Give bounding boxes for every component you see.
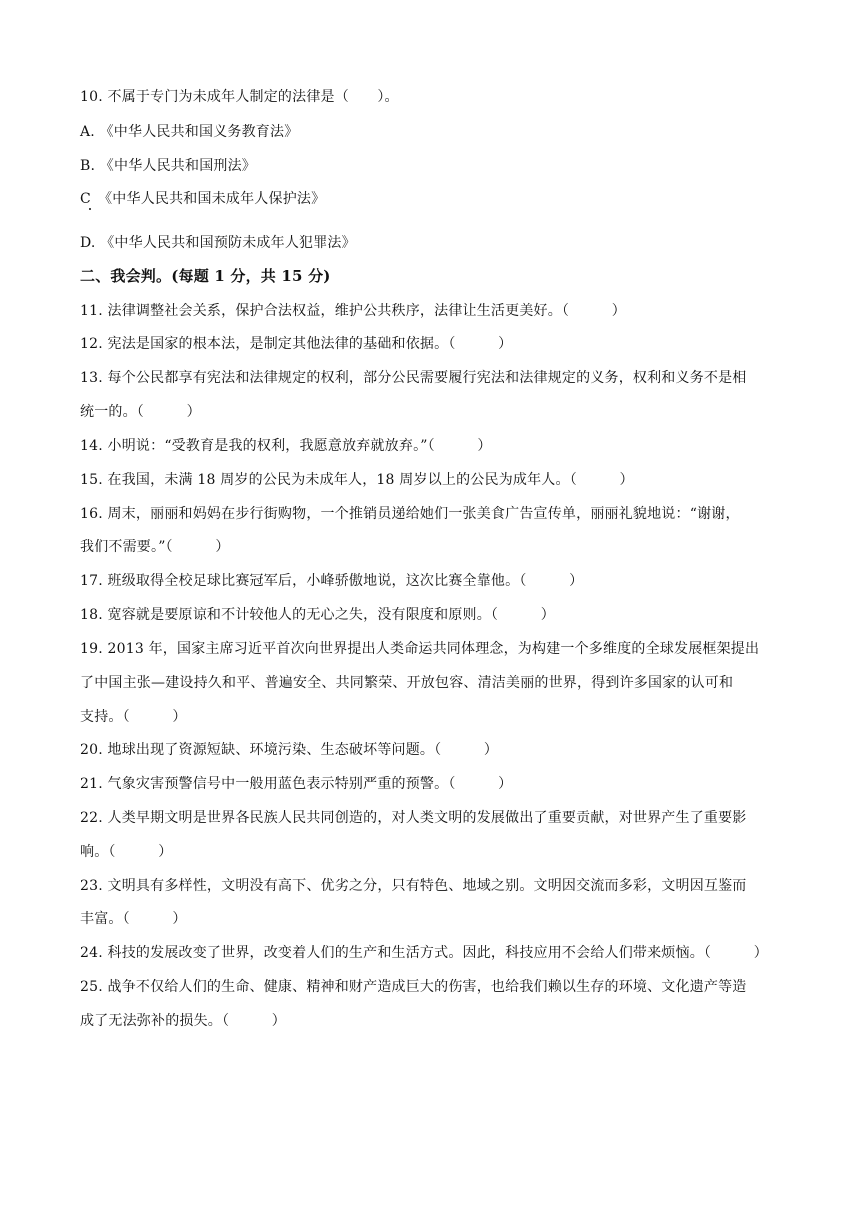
question-15: 15. 在我国，未满 18 周岁的公民为未成年人，18 周岁以上的公民为成年人。（ ） <box>80 472 634 488</box>
question-12: 12. 宪法是国家的根本法，是制定其他法律的基础和依据。（ ） <box>80 336 513 352</box>
question-16-line-2: 我们不需要。”（ ） <box>80 539 230 555</box>
question-25-line-1: 25. 战争不仅给人们的生命、健康、精神和财产造成巨大的伤害，也给我们赖以生存的环境、文化遗产等造 <box>80 979 747 995</box>
question-10-option-c: C 《中华人民共和国未成年人保护法》 <box>80 191 326 207</box>
question-24: 24. 科技的发展改变了世界，改变着人们的生产和生活方式。因此，科技应用不会给人们带来烦恼。（ ） <box>80 945 768 961</box>
question-13-line-2: 统一的。（ ） <box>80 404 201 420</box>
question-20: 20. 地球出现了资源短缺、环境污染、生态破坏等问题。（ ） <box>80 742 499 758</box>
question-22-line-1: 22. 人类早期文明是世界各民族人民共同创造的，对人类文明的发展做出了重要贡献，对世界产生了重要影 <box>80 810 747 826</box>
question-19-line-2: 了中国主张—建设持久和平、普遍安全、共同繁荣、开放包容、清洁美丽的世界，得到许多国家的认可和 <box>80 675 734 691</box>
question-23-line-2: 丰富。（ ） <box>80 911 187 927</box>
question-19-line-1: 19. 2013 年，国家主席习近平首次向世界提出人类命运共同体理念，为构建一个多维度的全球发展框架提出 <box>80 641 760 657</box>
question-10-stem: 10. 不属于专门为未成年人制定的法律是（ ）。 <box>80 89 399 105</box>
question-10-option-d: D. 《中华人民共和国预防未成年人犯罪法》 <box>80 235 356 251</box>
question-10-option-a: A. 《中华人民共和国义务教育法》 <box>80 124 299 140</box>
question-18: 18. 宽容就是要原谅和不计较他人的无心之失，没有限度和原则。（ ） <box>80 607 555 623</box>
question-13-line-1: 13. 每个公民都享有宪法和法律规定的权利，部分公民需要履行宪法和法律规定的义务，权利和义务不是相 <box>80 370 747 386</box>
question-11: 11. 法律调整社会关系，保护合法权益，维护公共秩序，法律让生活更美好。（ ） <box>80 303 626 319</box>
section-2-heading: 二、我会判。(每题 1 分，共 15 分) <box>80 267 331 285</box>
question-14: 14. 小明说：“受教育是我的权利，我愿意放弃就放弃。”（ ） <box>80 438 492 454</box>
stray-dot-mark <box>89 208 91 210</box>
question-22-line-2: 响。（ ） <box>80 844 173 860</box>
question-10-option-b: B. 《中华人民共和国刑法》 <box>80 158 256 174</box>
question-19-line-3: 支持。（ ） <box>80 709 187 725</box>
question-23-line-1: 23. 文明具有多样性，文明没有高下、优劣之分，只有特色、地域之别。文明因交流而多彩，文明因互鉴而 <box>80 878 747 894</box>
question-17: 17. 班级取得全校足球比赛冠军后，小峰骄傲地说，这次比赛全靠他。（ ） <box>80 573 584 589</box>
question-21: 21. 气象灾害预警信号中一般用蓝色表示特别严重的预警。（ ） <box>80 776 513 792</box>
question-16-line-1: 16. 周末，丽丽和妈妈在步行街购物，一个推销员递给她们一张美食广告宣传单，丽丽礼貌地说：“谢谢， <box>80 506 740 522</box>
question-25-line-2: 成了无法弥补的损失。（ ） <box>80 1013 286 1029</box>
